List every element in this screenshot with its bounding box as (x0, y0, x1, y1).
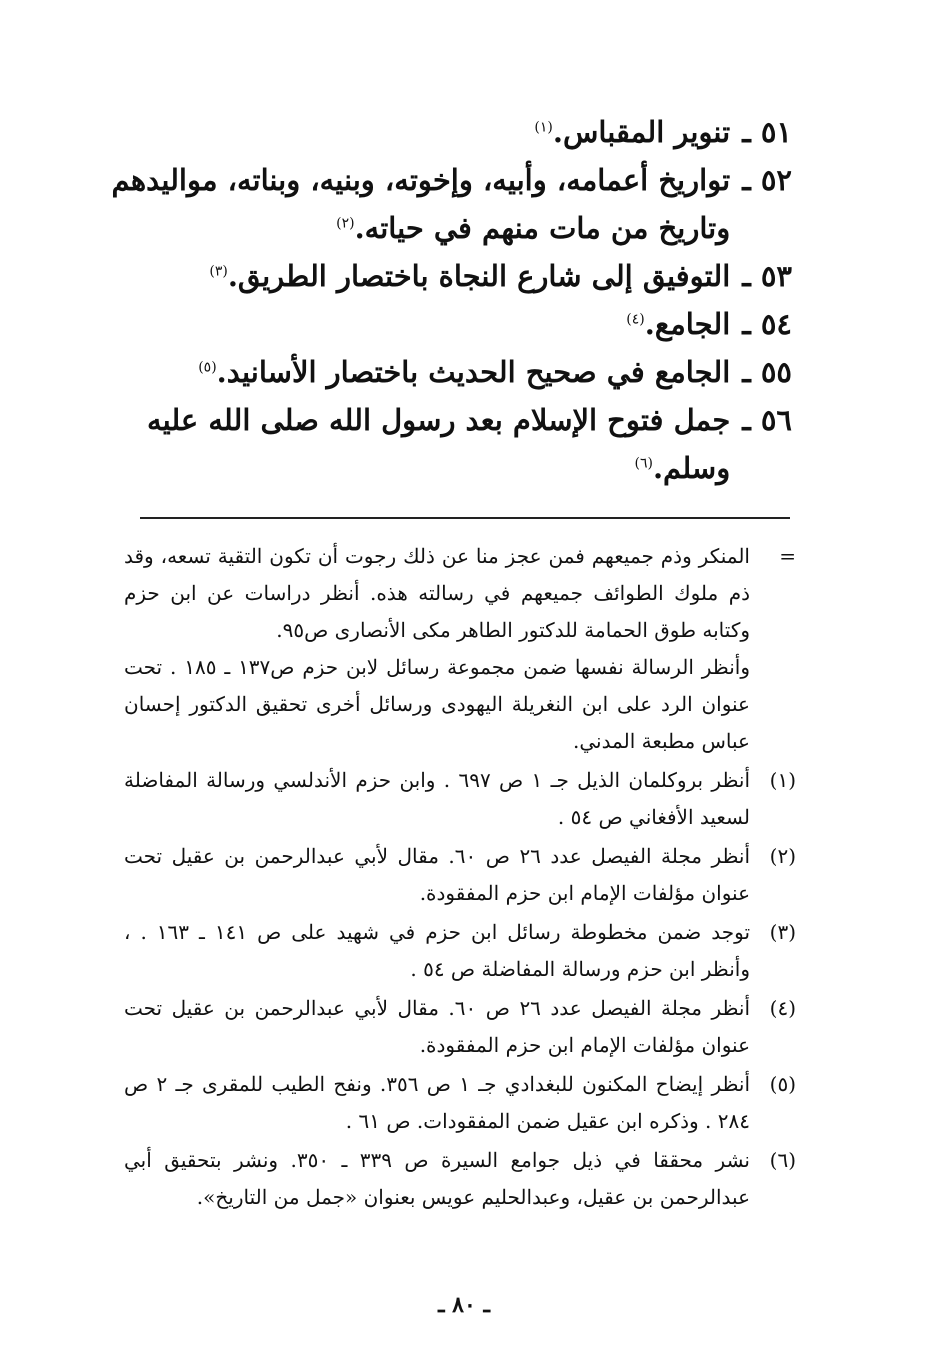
footnote-label: (١) (769, 768, 796, 792)
footnote (124, 990, 796, 1064)
item-number: ٥٤ ـ (742, 307, 792, 341)
footnote-ref[interactable]: (١) (534, 119, 553, 136)
item-number: ٥١ ـ (742, 115, 792, 149)
footnote-label: (٣) (769, 920, 796, 944)
footnote-divider (140, 517, 790, 519)
item-number: ٥٥ ـ (742, 355, 792, 389)
list-item (102, 156, 792, 252)
footnote (124, 914, 796, 988)
item-number: ٥٣ ـ (742, 259, 792, 293)
footnotes-section (124, 538, 796, 1218)
footnote-text: أنظر مجلة الفيصل عدد ٢٦ ص ٦٠. مقال لأبي عبدالرحمن بن عقيل تحت عنوان مؤلفات الإمام ابن حزم المفقودة. (124, 996, 751, 1057)
footnote-text: توجد ضمن مخطوطة رسائل ابن حزم في شهيد على ص ١٤١ ـ ١٦٣ . ، وأنظر ابن حزم ورسالة المفاضلة ص ٥٤ . (124, 920, 751, 981)
item-title: التوفيق إلى شارع النجاة باختصار الطريق. (227, 259, 731, 293)
footnote-ref[interactable]: (٥) (198, 359, 217, 376)
footnote-continuation (124, 538, 796, 760)
footnote-ref[interactable]: (٤) (626, 311, 645, 328)
footnote-text: أنظر بروكلمان الذيل جـ ١ ص ٦٩٧ . وابن حزم الأندلسي ورسالة المفاضلة لسعيد الأفغاني ص ٥٤ . (124, 768, 750, 829)
item-title: جمل فتوح الإسلام بعد رسول الله صلى الله عليه وسلم. (147, 403, 731, 485)
list-item (102, 396, 792, 492)
footnote-text: وأنظر الرسالة نفسها ضمن مجموعة رسائل لابن حزم ص١٣٧ ـ ١٨٥ . تحت عنوان الرد على ابن النغريلة اليهودى ورسائل أخرى تحقيق الدكتور إحسان عباس مطبعة المدني. (124, 655, 750, 753)
footnote-label: (٤) (769, 996, 796, 1020)
footnote-ref[interactable]: (٢) (336, 215, 355, 232)
item-title: الجامع في صحيح الحديث باختصار الأسانيد. (216, 355, 731, 389)
footnote-ref[interactable]: (٦) (634, 455, 653, 472)
list-item (102, 108, 792, 156)
footnote (124, 762, 796, 836)
footnote-label: (٦) (769, 1148, 796, 1172)
item-title: الجامع. (644, 307, 731, 341)
works-list (102, 108, 792, 492)
footnote-text: أنظر مجلة الفيصل عدد ٢٦ ص ٦٠. مقال لأبي عبدالرحمن بن عقيل تحت عنوان مؤلفات الإمام ابن حزم المفقودة. (124, 844, 751, 905)
footnote (124, 1066, 796, 1140)
footnote-label: (٥) (769, 1072, 796, 1096)
item-title: تواريخ أعمامه، وأبيه، وإخوته، وبنيه، وبناته، مواليدهم وتاريخ من مات منهم في حياته. (111, 163, 731, 245)
footnote (124, 1142, 796, 1216)
footnote-text: المنكر وذم جميعهم فمن عجز منا عن ذلك رجوت أن تكون التقية تسعه، وقد ذم ملوك الطوائف جميعهم في رسالته هذه. أنظر دراسات عن ابن حزم وكتابه طوق الحمامة للدكتور الطاهر مكى الأنصارى ص٩٥. (124, 544, 750, 642)
item-number: ٥٢ ـ (742, 163, 792, 197)
footnote-text: أنظر إيضاح المكنون للبغدادي جـ ١ ص ٣٥٦. ونفح الطيب للمقرى جـ ٢ ص ٢٨٤ . وذكره ابن عقيل ضمن المفقودات. ص ٦١ . (124, 1072, 751, 1133)
footnote (124, 838, 796, 912)
item-number: ٥٦ ـ (742, 403, 792, 437)
continuation-mark: = (779, 544, 796, 568)
footnote-label: (٢) (769, 844, 796, 868)
item-title: تنوير المقباس. (552, 115, 731, 149)
list-item (102, 300, 792, 348)
page-number: ـ ٨٠ ـ (438, 1292, 490, 1318)
footnote-text: نشر محققا في ذيل جوامع السيرة ص ٣٣٩ ـ ٣٥٠. ونشر بتحقيق أبي عبدالرحمن بن عقيل، وعبدالحليم عويس بعنوان «جمل من التاريخ». (124, 1148, 751, 1209)
list-item (102, 252, 792, 300)
footnote-ref[interactable]: (٣) (209, 263, 228, 280)
list-item (102, 348, 792, 396)
